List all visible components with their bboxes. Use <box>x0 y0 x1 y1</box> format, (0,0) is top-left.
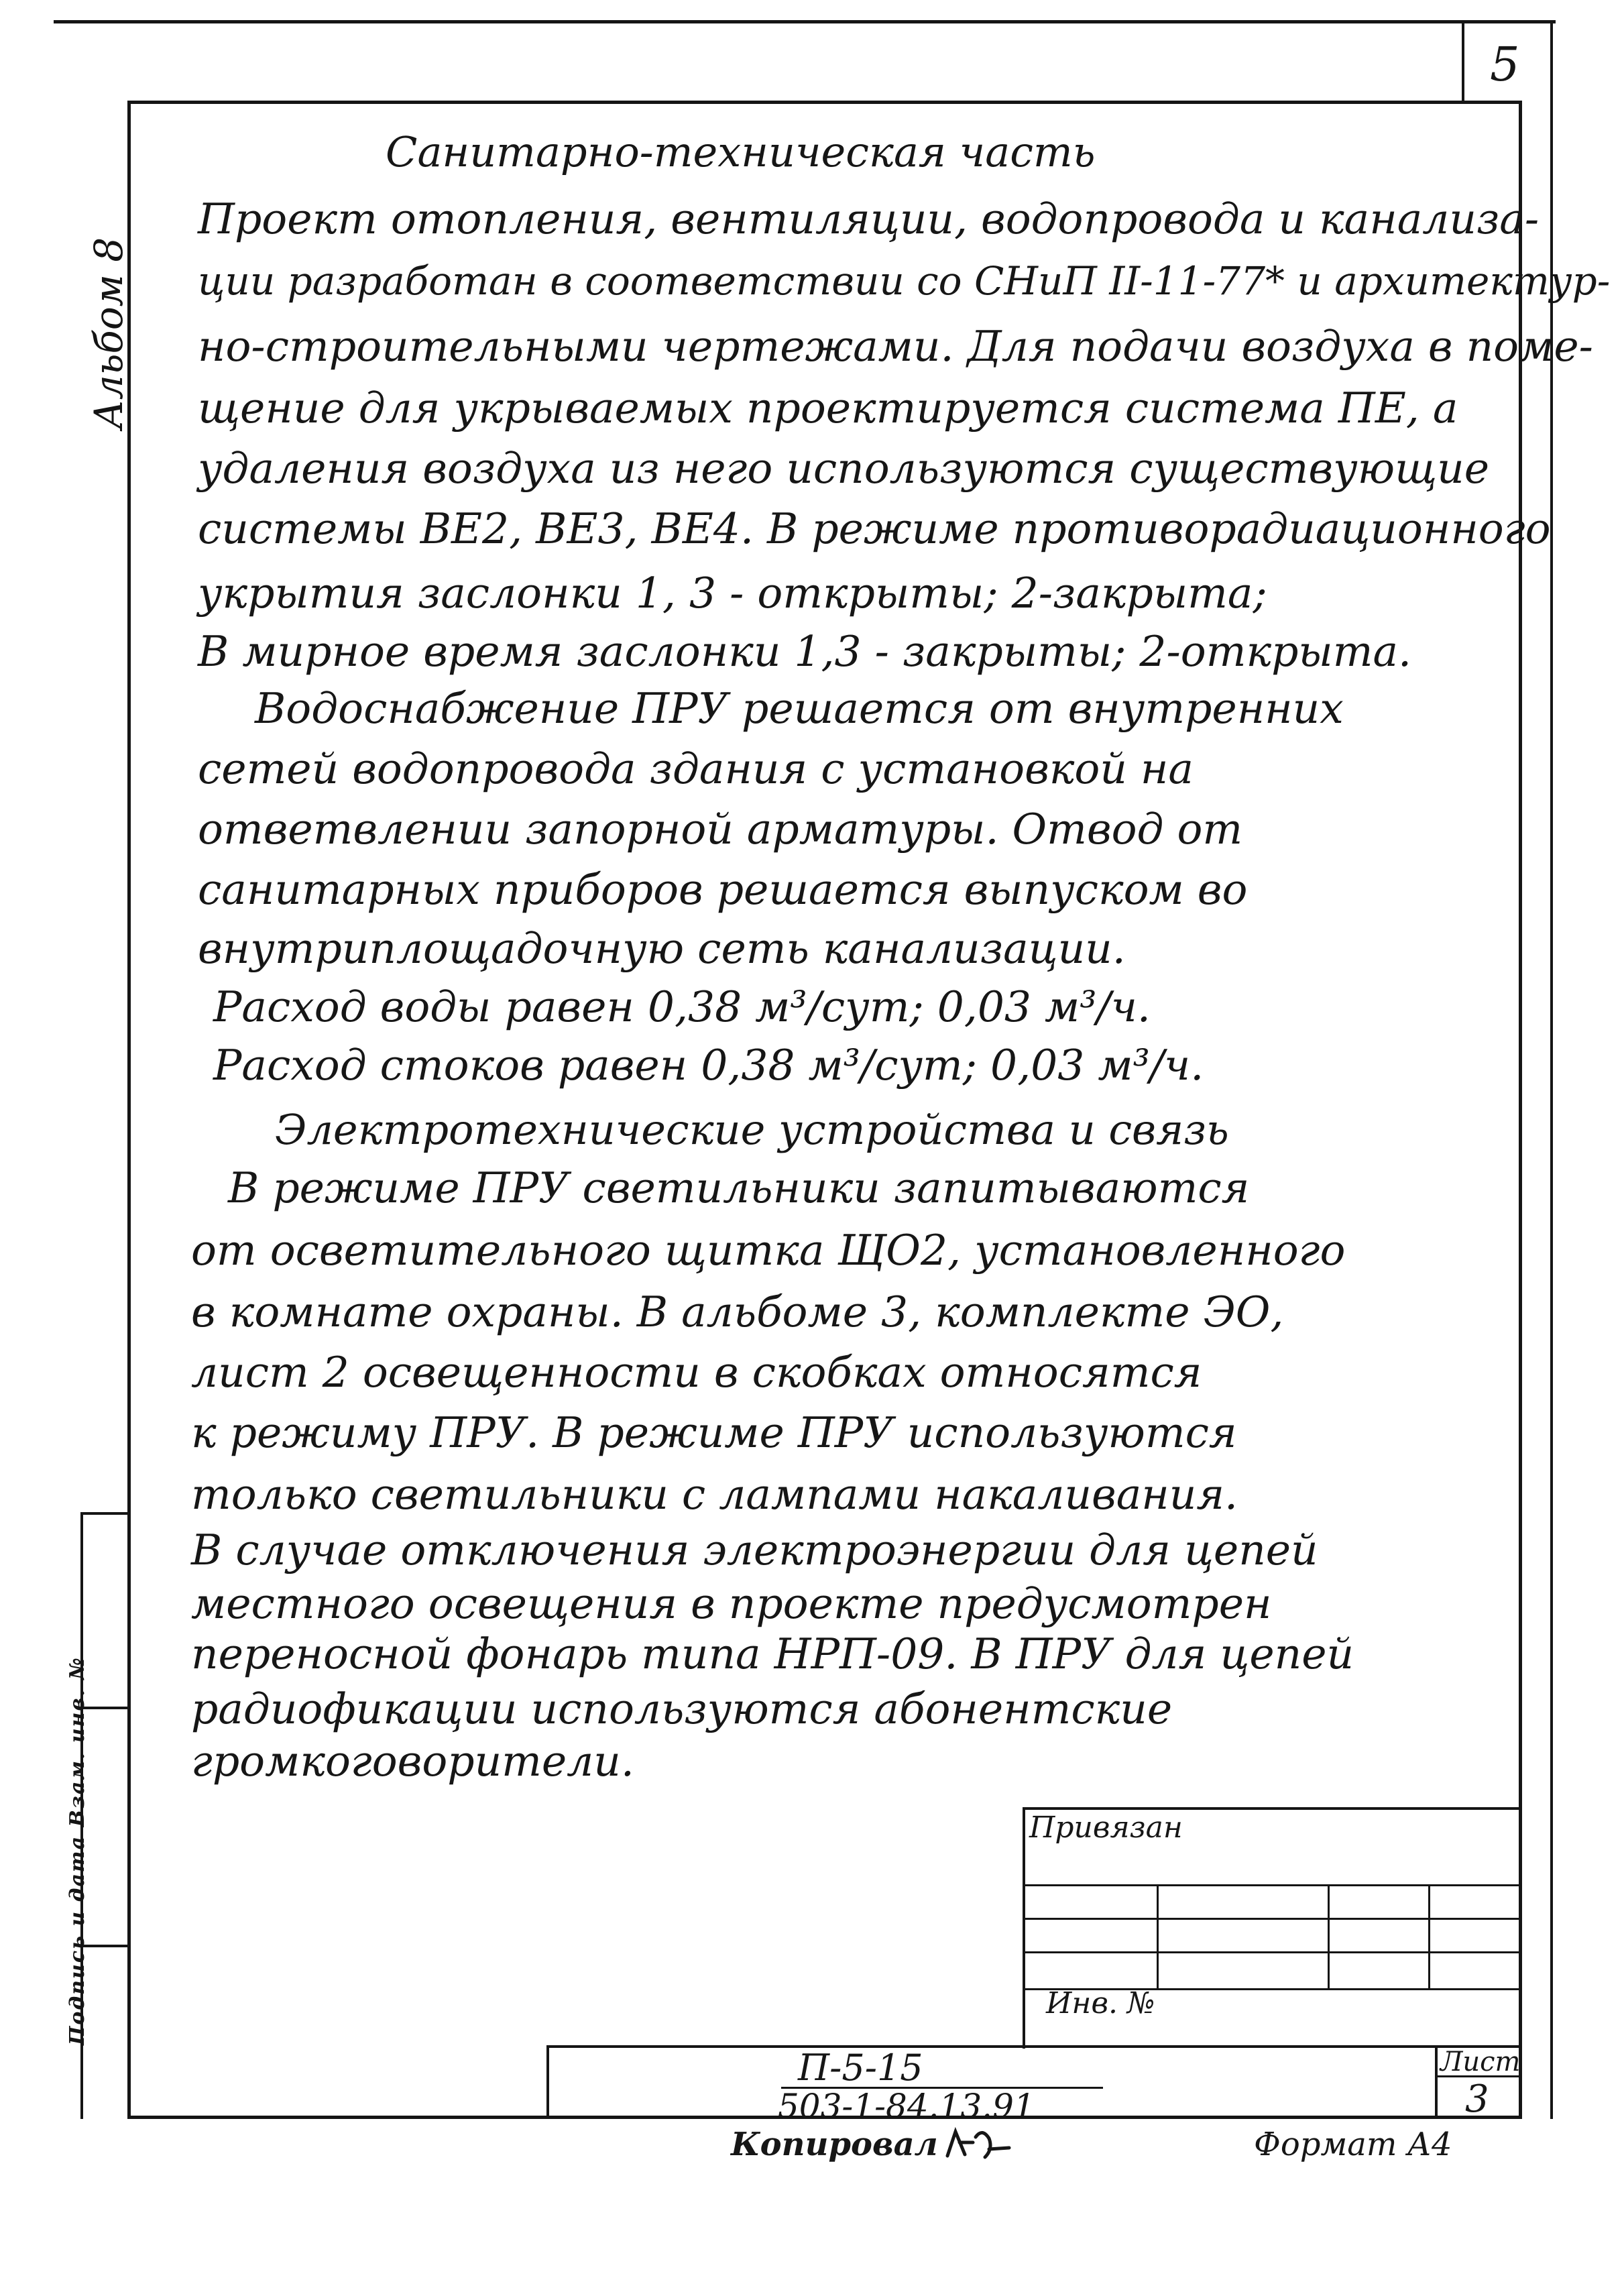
binding-strip-top <box>80 1512 131 1515</box>
stamp-inv-label: Инв. № <box>1046 1986 1155 2020</box>
corner-box-right <box>1550 23 1553 104</box>
sanitary-line: санитарных приборов решается выпуском во <box>198 865 1248 914</box>
sanitary-line: укрытия заслонки 1, 3 - открыты; 2-закрыта; <box>198 569 1267 618</box>
stamp-code-top: П-5-15 <box>798 2047 923 2089</box>
stamp-privyazan-left <box>1023 1807 1025 2049</box>
sanitary-section-title: Санитарно-техническая часть <box>386 127 1096 176</box>
sanitary-line: Расход воды равен 0,38 м³/сут; 0,03 м³/ч. <box>213 982 1151 1031</box>
electro-line: местного освещения в проекте предусмотрен <box>191 1579 1272 1628</box>
footer-format: Формат А4 <box>1254 2126 1452 2163</box>
electro-line: лист 2 освещенности в скобках относятся <box>191 1348 1202 1397</box>
electro-section-title: Электротехнические устройства и связь <box>275 1105 1229 1154</box>
sanitary-line: В мирное время заслонки 1,3 - закрыты; 2-открыта. <box>198 627 1412 676</box>
sanitary-line: сетей водопровода здания с установкой на <box>198 744 1194 793</box>
electro-line: только светильники с лампами накаливания. <box>191 1470 1238 1519</box>
sanitary-line: ции разработан в соответствии со СНиП II-11-77* и архитектур- <box>198 258 1611 304</box>
sanitary-line: ответвлении запорной арматуры. Отвод от <box>198 805 1243 854</box>
sanitary-line: удаления воздуха из него используются существующие <box>198 444 1490 493</box>
electro-line: от осветительного щитка ЩО2, установленного <box>191 1226 1346 1275</box>
stamp-list-label: Лист <box>1440 2047 1521 2077</box>
electro-line: В режиме ПРУ светильники запитываются <box>228 1163 1250 1212</box>
electro-line: переносной фонарь типа НРП-09. В ПРУ для цепей <box>191 1629 1354 1678</box>
album-label: Альбом 8 <box>86 237 131 429</box>
sanitary-line: щение для укрываемых проектируется система ПЕ, а <box>198 384 1458 433</box>
stamp-privyazan-top <box>1023 1807 1522 1810</box>
right-outer-rule <box>1550 101 1553 2119</box>
sheet-corner-number: 5 <box>1490 37 1520 92</box>
stamp-col2 <box>1328 1884 1330 1988</box>
titleblock-list-divider-v <box>1435 2045 1438 2119</box>
top-rule <box>54 20 1556 23</box>
footer-copied: Копировал <box>731 2126 938 2163</box>
stamp-row1 <box>1023 1884 1522 1886</box>
stamp-row2 <box>1023 1918 1522 1920</box>
electro-line: В случае отключения электроэнергии для цепей <box>191 1526 1318 1574</box>
stamp-list-number: 3 <box>1465 2077 1489 2121</box>
titleblock-top <box>546 2045 1522 2048</box>
electro-line: радиофикации используются абонентские <box>191 1684 1173 1733</box>
sanitary-line: но-строительными чертежами. Для подачи воздуха в поме- <box>198 322 1593 371</box>
electro-line: к режиму ПРУ. В режиме ПРУ используются <box>191 1408 1237 1457</box>
stamp-privyazan-label: Привязан <box>1029 1811 1183 1845</box>
signature-scribble <box>942 2122 1023 2169</box>
binding-strip-label: Подпись и дата Взам. инв. № <box>66 1656 89 2045</box>
sanitary-line: Расход стоков равен 0,38 м³/сут; 0,03 м³/ч. <box>213 1041 1204 1090</box>
electro-line: громкоговорители. <box>191 1737 634 1786</box>
sanitary-line: Проект отопления, вентиляции, водопровода и канализа- <box>198 194 1540 243</box>
stamp-code-bottom: 503-1-84.13.91 <box>778 2087 1035 2126</box>
sanitary-line: внутриплощадочную сеть канализации. <box>198 924 1126 973</box>
sanitary-line: Водоснабжение ПРУ решается от внутренних <box>255 684 1344 733</box>
electro-line: в комнате охраны. В альбоме 3, комплекте ЭО, <box>191 1287 1284 1336</box>
stamp-col3 <box>1428 1884 1430 1988</box>
sanitary-line: системы ВЕ2, ВЕ3, ВЕ4. В режиме противорадиационного <box>198 504 1551 553</box>
corner-box-left <box>1462 23 1464 104</box>
stamp-row3 <box>1023 1951 1522 1953</box>
footer-copied-signature <box>942 2122 1023 2178</box>
stamp-col1 <box>1157 1884 1159 1988</box>
titleblock-left <box>546 2045 549 2119</box>
